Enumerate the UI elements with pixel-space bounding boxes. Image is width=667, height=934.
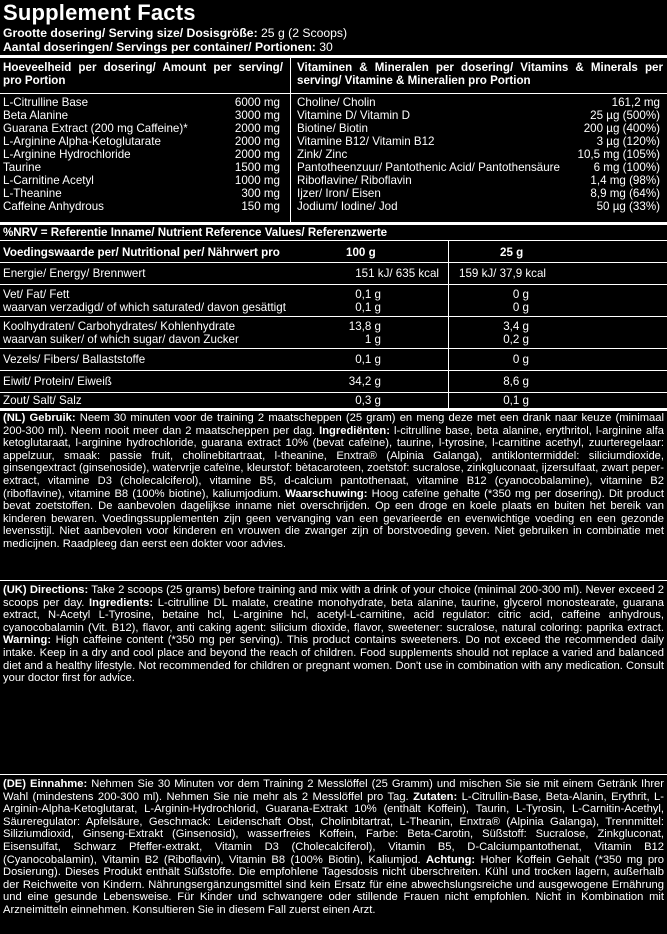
nl-ingredients-tag: Ingrediënten: xyxy=(319,424,390,437)
divider xyxy=(0,580,667,581)
list-item: Caffeine Anhydrous 150 mg xyxy=(3,200,280,213)
column-divider xyxy=(290,58,291,222)
divider xyxy=(0,240,667,241)
nrv-note: %NRV = Referentie Inname/ Nutrient Reference Values/ Referenzwerte xyxy=(3,226,388,239)
nutrition-row-fibers-25g: 0 g xyxy=(512,353,529,366)
nl-ingredients-text: l-citrulline base, beta alanine, erythritol, l-arginine alfa ketoglutaraat, l-arginine hydrochloride, guarana extract 10% (bevat cafeïne), taurine, l-tyrosine, l-carnitine acethyl, zuurteregelaar: appelzuur, smaak: passie fruit, cholinebitartraat, l-theanine, Enxtra® (Alpinia Galanga), antiklontermiddel: siliciumdioxide, ginsengextract (ginsenoside), watervrije cafeïne, kleurstof: bètacaroteen, zoetstof: sucralose, zinkgluconaat, ijzersulfaat, zwart peper-extract, vitamine D3 (cholecalciferol), vitamine B5, d-calcium pantothenaat, vitamine B12 (cyanocobalamine), vitamine B2 (riboflavine), vitamine B8 (100% biotine), kaliumjodium. xyxy=(3,424,664,500)
nutrition-row-fibers-100g: 0,1 g xyxy=(355,353,381,366)
nutrition-row-fat-100g: 0,1 g xyxy=(355,288,381,301)
de-ingredients-tag: Zutaten: xyxy=(413,790,458,803)
supplement-facts-header xyxy=(3,0,665,54)
nutrition-row-saturated-label: waarvan verzadigd/ of which saturated/ davon gesättigt xyxy=(3,301,286,314)
list-item: Jodium/ Iodine/ Jod 50 µg (33%) xyxy=(297,200,660,213)
servings-value: 30 xyxy=(315,40,333,54)
nutrition-row-fibers-label: Vezels/ Fibers/ Ballaststoffe xyxy=(3,353,146,366)
nutrition-row-saturated-100g: 0,1 g xyxy=(355,301,381,314)
german-instructions xyxy=(3,778,664,917)
divider xyxy=(0,316,667,317)
vitamins-column-header: Vitaminen & Mineralen per dosering/ Vitamins & Minerals per serving/ Vitamine & Mineralien pro Portion xyxy=(297,61,663,87)
list-item: Choline/ Cholin 161,2 mg xyxy=(297,96,660,109)
divider xyxy=(0,262,667,263)
list-item: Riboflavine/ Riboflavin 1,4 mg (98%) xyxy=(297,174,660,187)
nl-usage-text: Neem 30 minuten voor de training 2 maatscheppen (25 gram) en meng deze met een drank naar keuze (minimaal 200-300 ml). Neem nooit meer dan 2 maatscheppen per dag. xyxy=(3,412,664,437)
nutrition-row-salt-25g: 0,1 g xyxy=(503,394,529,407)
list-item: Beta Alanine 3000 mg xyxy=(3,109,280,122)
uk-ingredients-text: L-citrulline DL malate, creatine monohydrate, beta alanine, taurine, glycerol monostearate, guarana extract, N-Acetyl L-Tyrosine, betaine hcl, L-arginine hcl, acetyl-L-carnitine, acid regulator: citric acid, caffeine anhydrous, cyanocobalamin (Vit. B12), flavor, anti caking agent: silicium dioxide, flavor, sweetener: sucralose, natural coloring: paprika extract. xyxy=(3,596,664,634)
list-item: Guarana Extract (200 mg Caffeine)* 2000 mg xyxy=(3,122,280,135)
dutch-instructions xyxy=(3,412,664,551)
list-item: Ijzer/ Iron/ Eisen 8,9 mg (64%) xyxy=(297,187,660,200)
page-title: Supplement Facts xyxy=(3,0,196,25)
serving-size-value: 25 g (2 Scoops) xyxy=(257,26,348,40)
divider xyxy=(0,392,667,393)
servings-label: Aantal doseringen/ Servings per container/ Portionen: xyxy=(3,40,316,54)
nutrition-row-energy-100g: 151 kJ/ 635 kcal xyxy=(355,267,439,280)
de-usage-text: Nehmen Sie 30 Minuten vor dem Training 2 Messlöffel (25 Gramm) und mischen Sie sie mit einem Getränk Ihrer Wahl (mindestens 200-300 ml). Nehmen Sie nie mehr als 2 Messlöffel pro Tag. xyxy=(3,778,665,803)
nutrition-row-energy-25g: 159 kJ/ 37,9 kcal xyxy=(459,267,547,280)
nutrition-row-protein-25g: 8,6 g xyxy=(503,375,529,388)
de-warning-tag: Achtung: xyxy=(426,853,476,866)
de-usage-tag: (DE) Einnahme: xyxy=(3,778,88,790)
list-item: Pantotheenzuur/ Pantothenic Acid/ Pantothensäure 6 mg (100%) xyxy=(297,161,660,174)
nutrition-row-saturated-25g: 0 g xyxy=(512,301,529,314)
uk-warning-text: High caffeine content (*350 mg per serving). This product contains sweeteners. Do not exceed the recommended daily intake. Keep in a dry and cool place and beyond the reach of children. Food supplements should not replace a varied and balanced diet and a healthy lifestyle. Not recommended for children or pregnant women. Don't use in combination with any medication. Consult your doctor first for advice. xyxy=(3,634,664,685)
uk-ingredients-tag: Ingredients: xyxy=(89,596,154,609)
serving-size-label: Grootte dosering/ Serving size/ Dosisgröße: xyxy=(3,26,258,40)
column-divider xyxy=(448,241,449,408)
divider xyxy=(0,222,667,225)
divider xyxy=(0,774,667,775)
divider xyxy=(0,370,667,371)
divider xyxy=(0,93,667,94)
nutrition-header-100g: 100 g xyxy=(346,246,376,259)
uk-warning-tag: Warning: xyxy=(3,634,52,647)
nutrition-row-sugar-100g: 1 g xyxy=(364,333,381,346)
divider xyxy=(0,348,667,349)
servings-per-container xyxy=(3,40,665,54)
nutrition-row-fat-25g: 0 g xyxy=(512,288,529,301)
divider xyxy=(0,284,667,285)
uk-directions-tag: (UK) Directions: xyxy=(3,584,89,596)
nutrition-row-sugar-25g: 0,2 g xyxy=(503,333,529,346)
list-item: Taurine 1500 mg xyxy=(3,161,280,174)
nl-usage-tag: (NL) Gebruik: xyxy=(3,412,76,424)
nutrition-row-protein-label: Eiwit/ Protein/ Eiweiß xyxy=(3,375,112,388)
nl-warning-text: Hoog cafeïne gehalte (*350 mg per dosering). Dit product bevat zoetstoffen. De aanbevolen dagelijkse inname niet overschrijden. Op een droge en koele plaats en buiten het bereik van kinderen bewaren. Voedingssupplementen zijn geen vervanging van een gevarieerde en evenwichtige voeding en een gezonde levensstijl. Niet aanbevolen voor kinderen en vrouwen die zwanger zijn of borstvoeding geven. Niet gebruiken in combinatie met medicijnen. Raadpleeg dan eerst een dokter voor advies. xyxy=(3,487,664,550)
de-ingredients-text: L-Citrullin-Base, Beta-Alanin, Erythrit, L-Arginin-Alpha-Ketoglutarat, L-Arginin-Hydrochlorid, Guarana-Extrakt 10% (enthält Koffein), Taurin, L-Tyrosin, L-Carnitin-Acethyl, Säureregulator: Apfelsäure, Geschmack: Leidenschaft Obst, Cholinbitartrat, L-Theanin, Enxtra® (Alpinia Galanga), Trennmittel: Siliziumdioxid, Ginseng-Extrakt (Ginsenosid), wasserfreies Koffein, Farbe: Beta-Carotin, Süßstoff: Sucralose, Zinkgluconat, Eisensulfat, Schwarz Pfeffer-extrakt, Vitamin D3 (Cholecalciferol), Vitamin B5, D-Calciumpantothenat, Vitamin B12 (Cyanocobalamin), Vitamin B2 (Riboflavin), Vitamin B8 (100% Biotin), Kaliumjod. xyxy=(3,790,664,866)
amount-column-header: Hoeveelheid per dosering/ Amount per serving/ pro Portion xyxy=(3,61,283,87)
nutrition-header-25g: 25 g xyxy=(500,246,524,259)
list-item: L-Arginine Hydrochloride 2000 mg xyxy=(3,148,280,161)
vitamins-minerals-list xyxy=(297,96,660,213)
nutrition-row-protein-100g: 34,2 g xyxy=(348,375,381,388)
list-item: L-Arginine Alpha-Ketoglutarate 2000 mg xyxy=(3,135,280,148)
ingredient-amount-list xyxy=(3,96,280,213)
list-item: Vitamine B12/ Vitamin B12 3 µg (120%) xyxy=(297,135,660,148)
nutrition-row-sugar-label: waarvan suiker/ of which sugar/ davon Zucker xyxy=(3,333,239,346)
de-warning-text: Hoher Koffein Gehalt (*350 mg pro Dosierung). Dieses Produkt enthält Süßstoffe. Die empfohlene Tagesdosis nicht überschreiten. Kühl und trocken lagern, außerhalb der Reichweite von Kindern. Nährungsergänzungsmittel sind kein Ersatz für eine abwechslungsreiche und ausgewogene Ernährung und eine gesunde Lebensweise. Für Kinder und schwangere oder stillende Frauen nicht empfohlen. Nicht in Kombination mit Arzneimitteln einnehmen. Konsultieren Sie in diesem Fall zuerst einen Arzt. xyxy=(3,853,664,916)
uk-directions-text: Take 2 scoops (25 grams) before training and mix with a drink of your choice (minimal 200-300 ml). Never exceed 2 scoops per day. xyxy=(3,584,664,609)
nutrition-header-label: Voedingswaarde per/ Nutritional per/ Nährwert pro xyxy=(3,246,280,259)
nutrition-row-carbs-100g: 13,8 g xyxy=(348,320,381,333)
nutrition-row-energy-label: Energie/ Energy/ Brennwert xyxy=(3,267,146,280)
divider xyxy=(0,55,667,58)
nutrition-row-salt-100g: 0,3 g xyxy=(355,394,381,407)
list-item: Zink/ Zinc 10,5 mg (105%) xyxy=(297,148,660,161)
serving-size xyxy=(3,26,665,40)
nutrition-row-salt-label: Zout/ Salt/ Salz xyxy=(3,394,82,407)
divider xyxy=(0,408,667,411)
english-instructions xyxy=(3,584,664,685)
nutrition-row-carbs-label: Koolhydraten/ Carbohydrates/ Kohlenhydrate xyxy=(3,320,236,333)
list-item: L-Carnitine Acetyl 1000 mg xyxy=(3,174,280,187)
list-item: L-Citrulline Base 6000 mg xyxy=(3,96,280,109)
nutrition-row-fat-label: Vet/ Fat/ Fett xyxy=(3,288,70,301)
list-item: Vitamine D/ Vitamin D 25 µg (500%) xyxy=(297,109,660,122)
nl-warning-tag: Waarschuwing: xyxy=(285,487,368,500)
list-item: Biotine/ Biotin 200 µg (400%) xyxy=(297,122,660,135)
nutrition-row-carbs-25g: 3,4 g xyxy=(503,320,529,333)
list-item: L-Theanine 300 mg xyxy=(3,187,280,200)
